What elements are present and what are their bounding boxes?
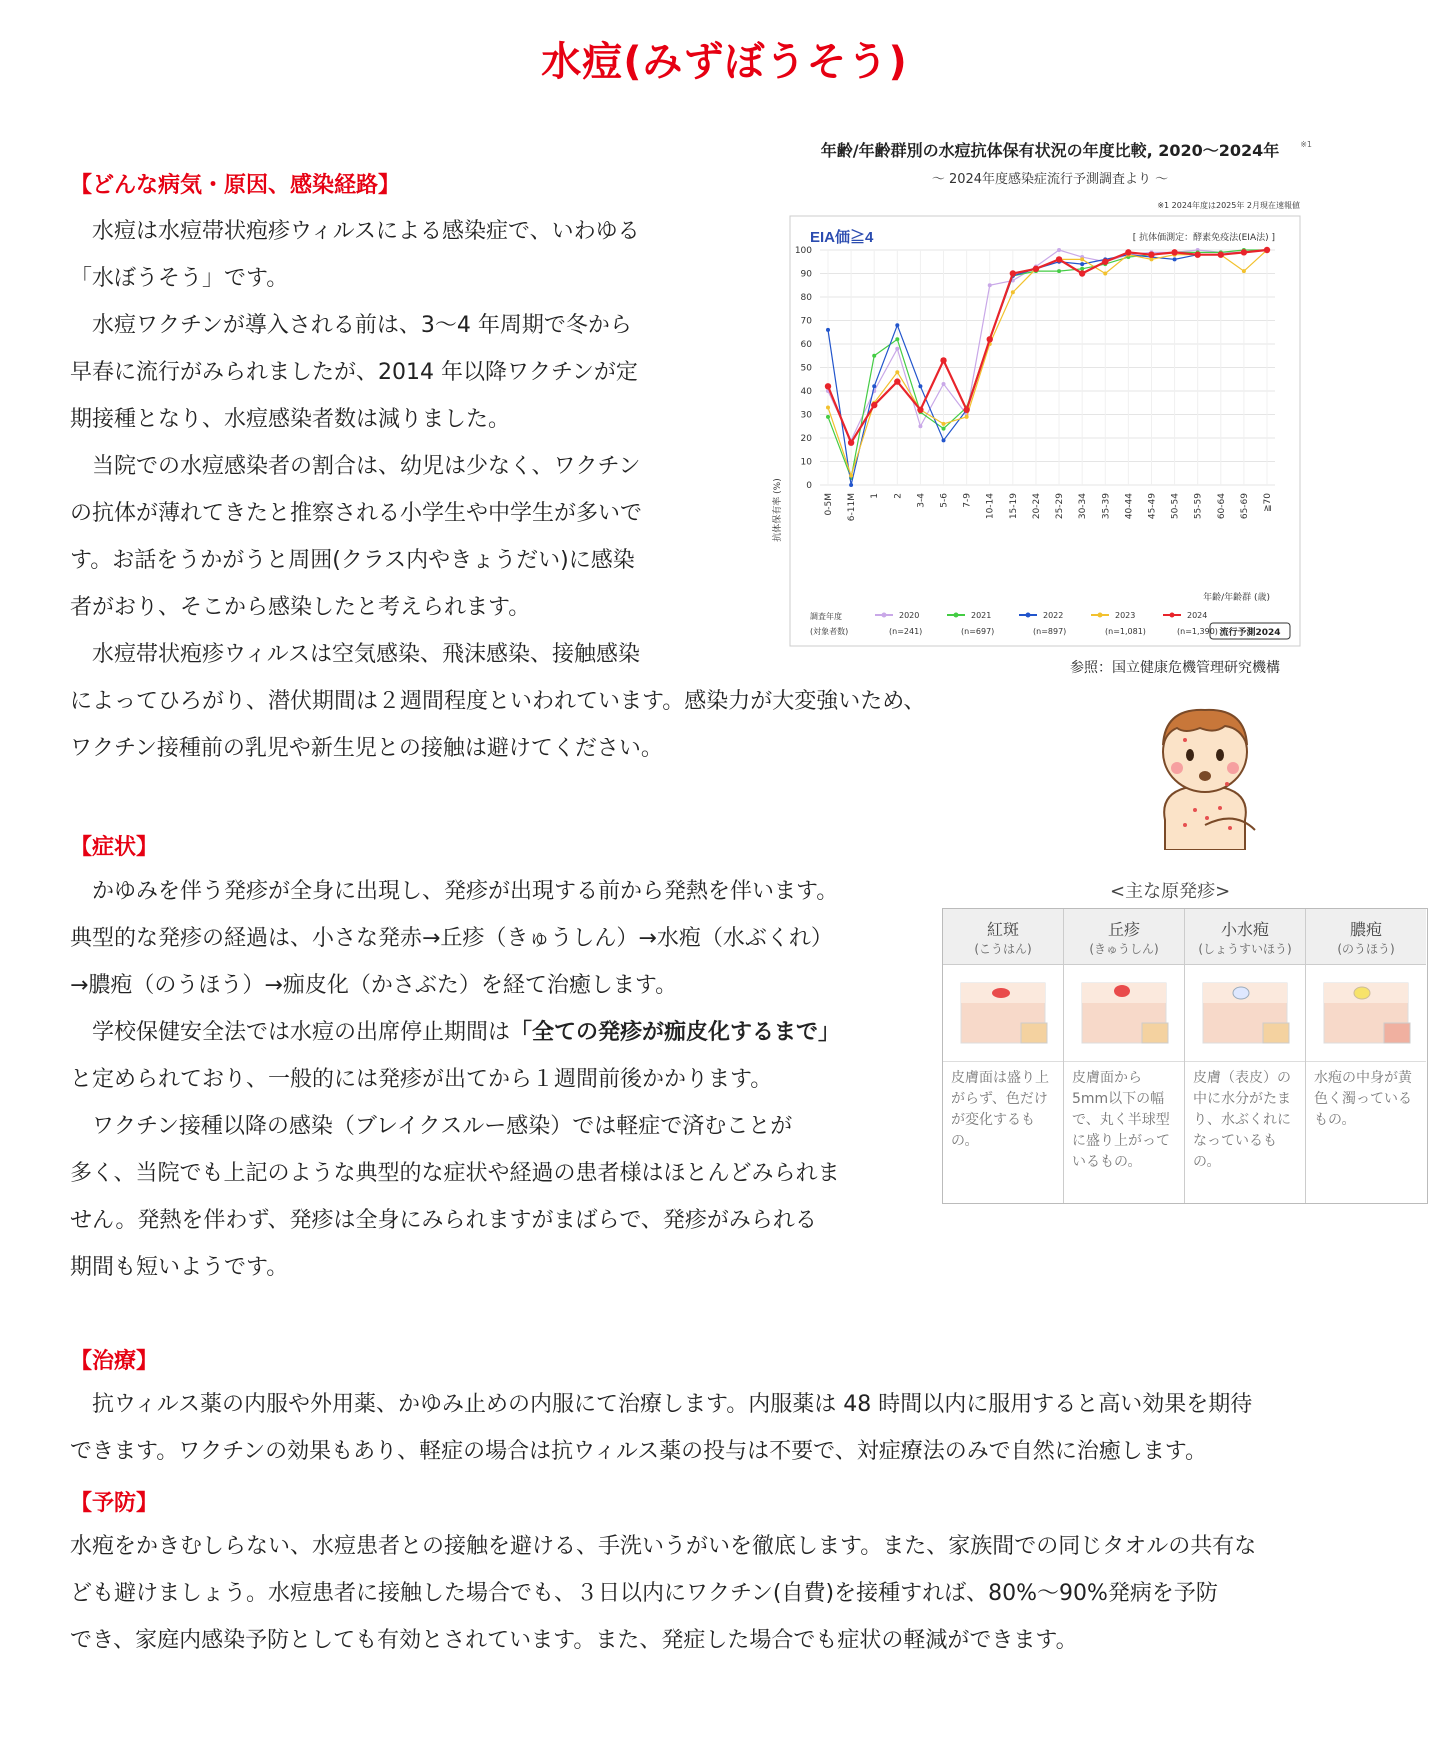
data-point-2022 [849,483,853,487]
data-point-2023 [1103,272,1107,276]
data-point-2024 [963,407,969,413]
chart-xtick-label: 7-9 [962,493,973,508]
data-point-2024 [1010,270,1016,276]
cause-line: 水痘帯状疱疹ウィルスは空気感染、飛沫感染、接触感染 [92,642,641,667]
data-point-2024 [1125,249,1131,255]
chart-xtick-label: 45-49 [1147,493,1158,520]
data-point-2024 [1056,256,1062,262]
rash-desc: 皮膚面は盛り上がらず、色だけが変化するもの。 [951,1070,1049,1149]
data-point-2020 [895,347,899,351]
data-point-2023 [1149,257,1153,261]
legend-label-2023: 2023 [1115,611,1136,620]
legend-count-2021: (n=697) [961,627,995,636]
symptoms-text-span: 学校保健安全法では水痘の出席停止期間は [92,1020,511,1045]
data-point-2024 [1033,266,1039,272]
data-point-2024 [1218,252,1224,258]
rash-head [1306,909,1426,965]
chart-ytick-label: 70 [800,316,812,327]
data-point-2023 [1011,290,1015,294]
rash-reading: (のうほう) [1337,942,1395,956]
rash-head [1185,909,1305,965]
chart-xtick-label: 1 [870,493,881,499]
heading-prevention: 【予防】 [70,1491,159,1516]
vesicle-image [1185,965,1305,1061]
data-point-2021 [895,337,899,341]
chart-ytick-label: 40 [800,387,812,397]
pustule-diagram [1306,965,1426,1062]
heading-cause: 【どんな病気・原因、感染経路】 [70,173,401,198]
data-point-2023 [826,405,830,409]
legend-count-2020: (n=241) [889,627,923,636]
rash-desc: 皮膚面から5mm以下の幅で、丸く半球型に盛り上がっているもの。 [1072,1070,1170,1170]
cause-line: 水痘ワクチンが導入される前は、3〜4 年周期で冬から [92,313,632,338]
data-point-2024 [1171,249,1177,255]
chart-xtick-label: 55-59 [1193,493,1204,520]
data-point-2021 [942,427,946,431]
data-point-2023 [965,415,969,419]
chart-legend-label1: 調査年度 [810,612,842,621]
data-point-2024 [1102,259,1108,265]
chart-plot [770,130,1330,680]
chart-xtick-label: 40-44 [1124,493,1135,520]
cause-line: の抗体が薄れてきたと推察される小学生や中学生が多いで [70,501,643,526]
series-line-2020 [828,250,1267,440]
data-point-2022 [942,438,946,442]
rash-col-pustule [1306,909,1426,1203]
page-title: 水痘(みずぼうそう) [541,39,908,85]
data-point-2024 [871,402,877,408]
chart-xtick-label: 25-29 [1055,493,1066,520]
prevention-line: 水疱をかきむしらない、水痘患者との接触を避ける、手洗いうがいを徹底します。また、家族間での同じタオルの共有な [70,1534,1257,1559]
data-point-2020 [1057,248,1061,252]
rash-col-papule [1064,909,1185,1203]
rash-col-vesicle [1185,909,1306,1203]
data-point-2021 [872,354,876,358]
cause-line: 「水ぼうそう」です。 [70,266,289,291]
symptoms-line: せん。発熱を伴わず、発疹は全身にみられますがまばらで、発疹がみられる [70,1208,817,1233]
vesicle-diagram [1185,965,1305,1062]
rash-name: 紅斑 [986,920,1019,939]
data-point-2022 [918,384,922,388]
data-point-2024 [917,407,923,413]
chart-xtick-label: 20-24 [1031,493,1042,520]
cause-line: 者がおり、そこから感染したと考えられます。 [70,595,531,620]
erythema-image [943,965,1063,1061]
legend-count-2023: (n=1,081) [1105,627,1146,636]
chart-threshold: EIA価≧4 [810,229,874,246]
chart-title: 年齢/年齢群別の水痘抗体保有状況の年度比較, 2020〜2024年 [820,141,1280,160]
chart-xtick-label: 2 [893,493,904,499]
data-point-2024 [987,336,993,342]
prevention-text [70,1523,1410,1664]
cause-line: 当院での水痘感染者の割合は、幼児は少なく、ワクチン [92,454,641,479]
legend-marker-2024 [1170,613,1175,618]
chart-ytick-label: 60 [800,340,812,350]
rash-caption: <主な原発疹> [1110,881,1231,902]
rash-desc: 皮膚（表皮）の中に水分がたまり、水ぶくれになっているもの。 [1193,1070,1291,1170]
data-point-2020 [918,424,922,428]
chart-ytick-label: 90 [800,269,812,280]
chart-xtick-label: 50-54 [1170,493,1181,520]
legend-label-2022: 2022 [1043,611,1064,620]
data-point-2024 [1079,270,1085,276]
treatment-line: できます。ワクチンの効果もあり、軽症の場合は抗ウィルス薬の投与は不要で、対症療法のみで自然に治癒します。 [70,1439,1207,1464]
chart-ytick-label: 0 [806,481,812,491]
chart-xtick-label: 15-19 [1008,493,1019,520]
chart-xtick-label: 10-14 [985,493,996,520]
legend-marker-2022 [1026,613,1031,618]
legend-count-2024: (n=1,390) [1177,627,1218,636]
cause-text [70,208,750,678]
heading-treatment: 【治療】 [70,1349,159,1374]
series-line-2021 [828,250,1267,478]
treatment-text [70,1381,1410,1475]
erythema-diagram [943,965,1063,1062]
rash-head [943,909,1063,965]
chart-legend-label2: (対象者数) [810,627,849,636]
data-point-2024 [894,378,900,384]
symptoms-line: ワクチン接種以降の感染（ブレイクスルー感染）では軽症で済むことが [92,1114,793,1139]
rash-col-erythema [943,909,1064,1203]
chart-ytick-label: 10 [800,457,812,468]
data-point-2020 [988,283,992,287]
papule-diagram [1064,965,1184,1062]
chart-ytick-label: 20 [800,434,812,444]
rash-name: 膿疱 [1349,920,1382,939]
legend-marker-2023 [1098,613,1103,618]
rash-reading: (きゅうしん) [1089,942,1159,956]
chart-source: 参照：国立健康危機管理研究機構 [1070,660,1280,676]
chart-subtitle: 〜 2024年度感染症流行予測調査より 〜 [931,172,1169,187]
suspension-period-emphasis: 「全ての発疹が痂皮化するまで」 [510,1020,841,1045]
rash-name: 小水疱 [1220,920,1269,939]
rash-reading: (こうはん) [974,942,1032,956]
rash-name: 丘疹 [1107,920,1140,939]
data-point-2023 [1080,257,1084,261]
papule-image [1064,965,1184,1061]
chart-ytick-label: 50 [800,363,812,374]
cause-line: 水痘は水痘帯状疱疹ウィルスによる感染症で、いわゆる [92,219,640,244]
data-point-2024 [1241,249,1247,255]
data-point-2024 [825,383,831,389]
symptoms-line: かゆみを伴う発疹が全身に出現し、発疹が出現する前から発熱を伴います。 [92,879,839,904]
legend-label-2020: 2020 [899,611,920,620]
symptoms-line: と定められており、一般的には発疹が出てから１週間前後かかります。 [70,1067,773,1092]
data-point-2023 [1242,269,1246,273]
data-point-2024 [1194,252,1200,258]
chart-footnote-mark: ※1 [1300,140,1312,149]
data-point-2024 [940,357,946,363]
rash-table [942,908,1428,1204]
chart-xtick-label: ≧70 [1263,493,1273,512]
legend-marker-2021 [954,613,959,618]
series-line-2023 [828,250,1267,476]
chart-method: [ 抗体価測定：酵素免疫法(EIA法) ] [1132,233,1275,243]
rash-reading: (しょうすいほう) [1198,942,1292,956]
symptoms-line: 期間も短いようです。 [70,1255,289,1280]
chart-ytick-label: 80 [800,293,812,303]
legend-count-2022: (n=897) [1033,627,1067,636]
symptoms-line: →膿疱（のうほう）→痂皮化（かさぶた）を経て治癒します。 [70,973,678,998]
data-point-2024 [848,440,854,446]
chart-xtick-label: 0-5M [824,493,834,516]
prevention-line: ども避けましょう。水痘患者に接触した場合でも、３日以内にワクチン(自費)を接種すれば、80%〜90%発病を予防 [70,1581,1218,1606]
chart-note: ※1 2024年度は2025年 2月現在速報値 [1157,201,1300,210]
data-point-2022 [895,323,899,327]
chart-xtick-label: 6-11M [847,493,858,522]
chart-ytick-label: 30 [800,410,812,421]
chart-xtick-label: 30-34 [1078,493,1089,520]
data-point-2022 [872,384,876,388]
rash-desc: 水疱の中身が黄色く濁っているもの。 [1314,1070,1412,1128]
legend-marker-2020 [882,613,887,618]
legend-label-2024: 2024 [1187,611,1208,620]
data-point-2022 [1173,257,1177,261]
chart-xtick-label: 35-39 [1101,493,1112,520]
data-point-2021 [1080,267,1084,271]
rash-head [1064,909,1184,965]
data-point-2023 [942,422,946,426]
data-point-2020 [942,382,946,386]
chart-xtick-label: 5-6 [939,493,950,508]
chart-badge: 流行予測2024 [1219,628,1281,638]
cause-line: す。お話をうかがうと周囲(クラス内やきょうだい)に感染 [70,548,635,573]
chart-ylabel: 抗体保有率 (%) [773,478,783,542]
series-line-2024 [828,250,1267,443]
chart-xlabel: 年齢/年齢群 (歳) [1203,593,1270,603]
chart-ytick-label: 100 [794,246,812,256]
cause-line: ワクチン接種前の乳児や新生児との接触は避けてください。 [70,736,663,761]
data-point-2024 [1264,247,1270,253]
chart-xtick-label: 60-64 [1216,493,1227,520]
data-point-2023 [849,474,853,478]
data-point-2023 [895,370,899,374]
heading-symptoms: 【症状】 [70,835,159,860]
chart-xtick-label: 3-4 [916,493,927,508]
child-with-rash-illustration [1145,700,1265,850]
symptoms-line: 多く、当院でも上記のような典型的な症状や経過の患者様はほとんどみられま [70,1161,840,1186]
data-point-2024 [1148,252,1154,258]
cause-line: 期接種となり、水痘感染者数は減りました。 [70,407,511,432]
data-point-2021 [826,415,830,419]
symptoms-text [70,868,950,1291]
data-point-2022 [1080,262,1084,266]
chart-xtick-label: 65-69 [1239,493,1250,520]
cause-text-wide [70,678,1070,772]
cause-line: 早春に流行がみられましたが、2014 年以降ワクチンが定 [70,360,638,385]
data-point-2022 [826,328,830,332]
symptoms-line: 典型的な発疹の経過は、小さな発赤→丘疹（きゅうしん）→水疱（水ぶくれ） [70,926,833,951]
symptoms-line [70,1009,950,1056]
antibody-chart [770,130,1330,680]
cause-line: によってひろがり、潜伏期間は２週間程度といわれています。感染力が大変強いため、 [70,689,926,714]
treatment-line: 抗ウィルス薬の内服や外用薬、かゆみ止めの内服にて治療します。内服薬は 48 時間以内に服用すると高い効果を期待 [92,1392,1253,1417]
chart-frame [790,216,1300,646]
data-point-2021 [1057,269,1061,273]
prevention-line: でき、家庭内感染予防としても有効とされています。また、発症した場合でも症状の軽減ができます。 [70,1628,1078,1653]
legend-label-2021: 2021 [971,611,992,620]
pustule-image [1306,965,1426,1061]
